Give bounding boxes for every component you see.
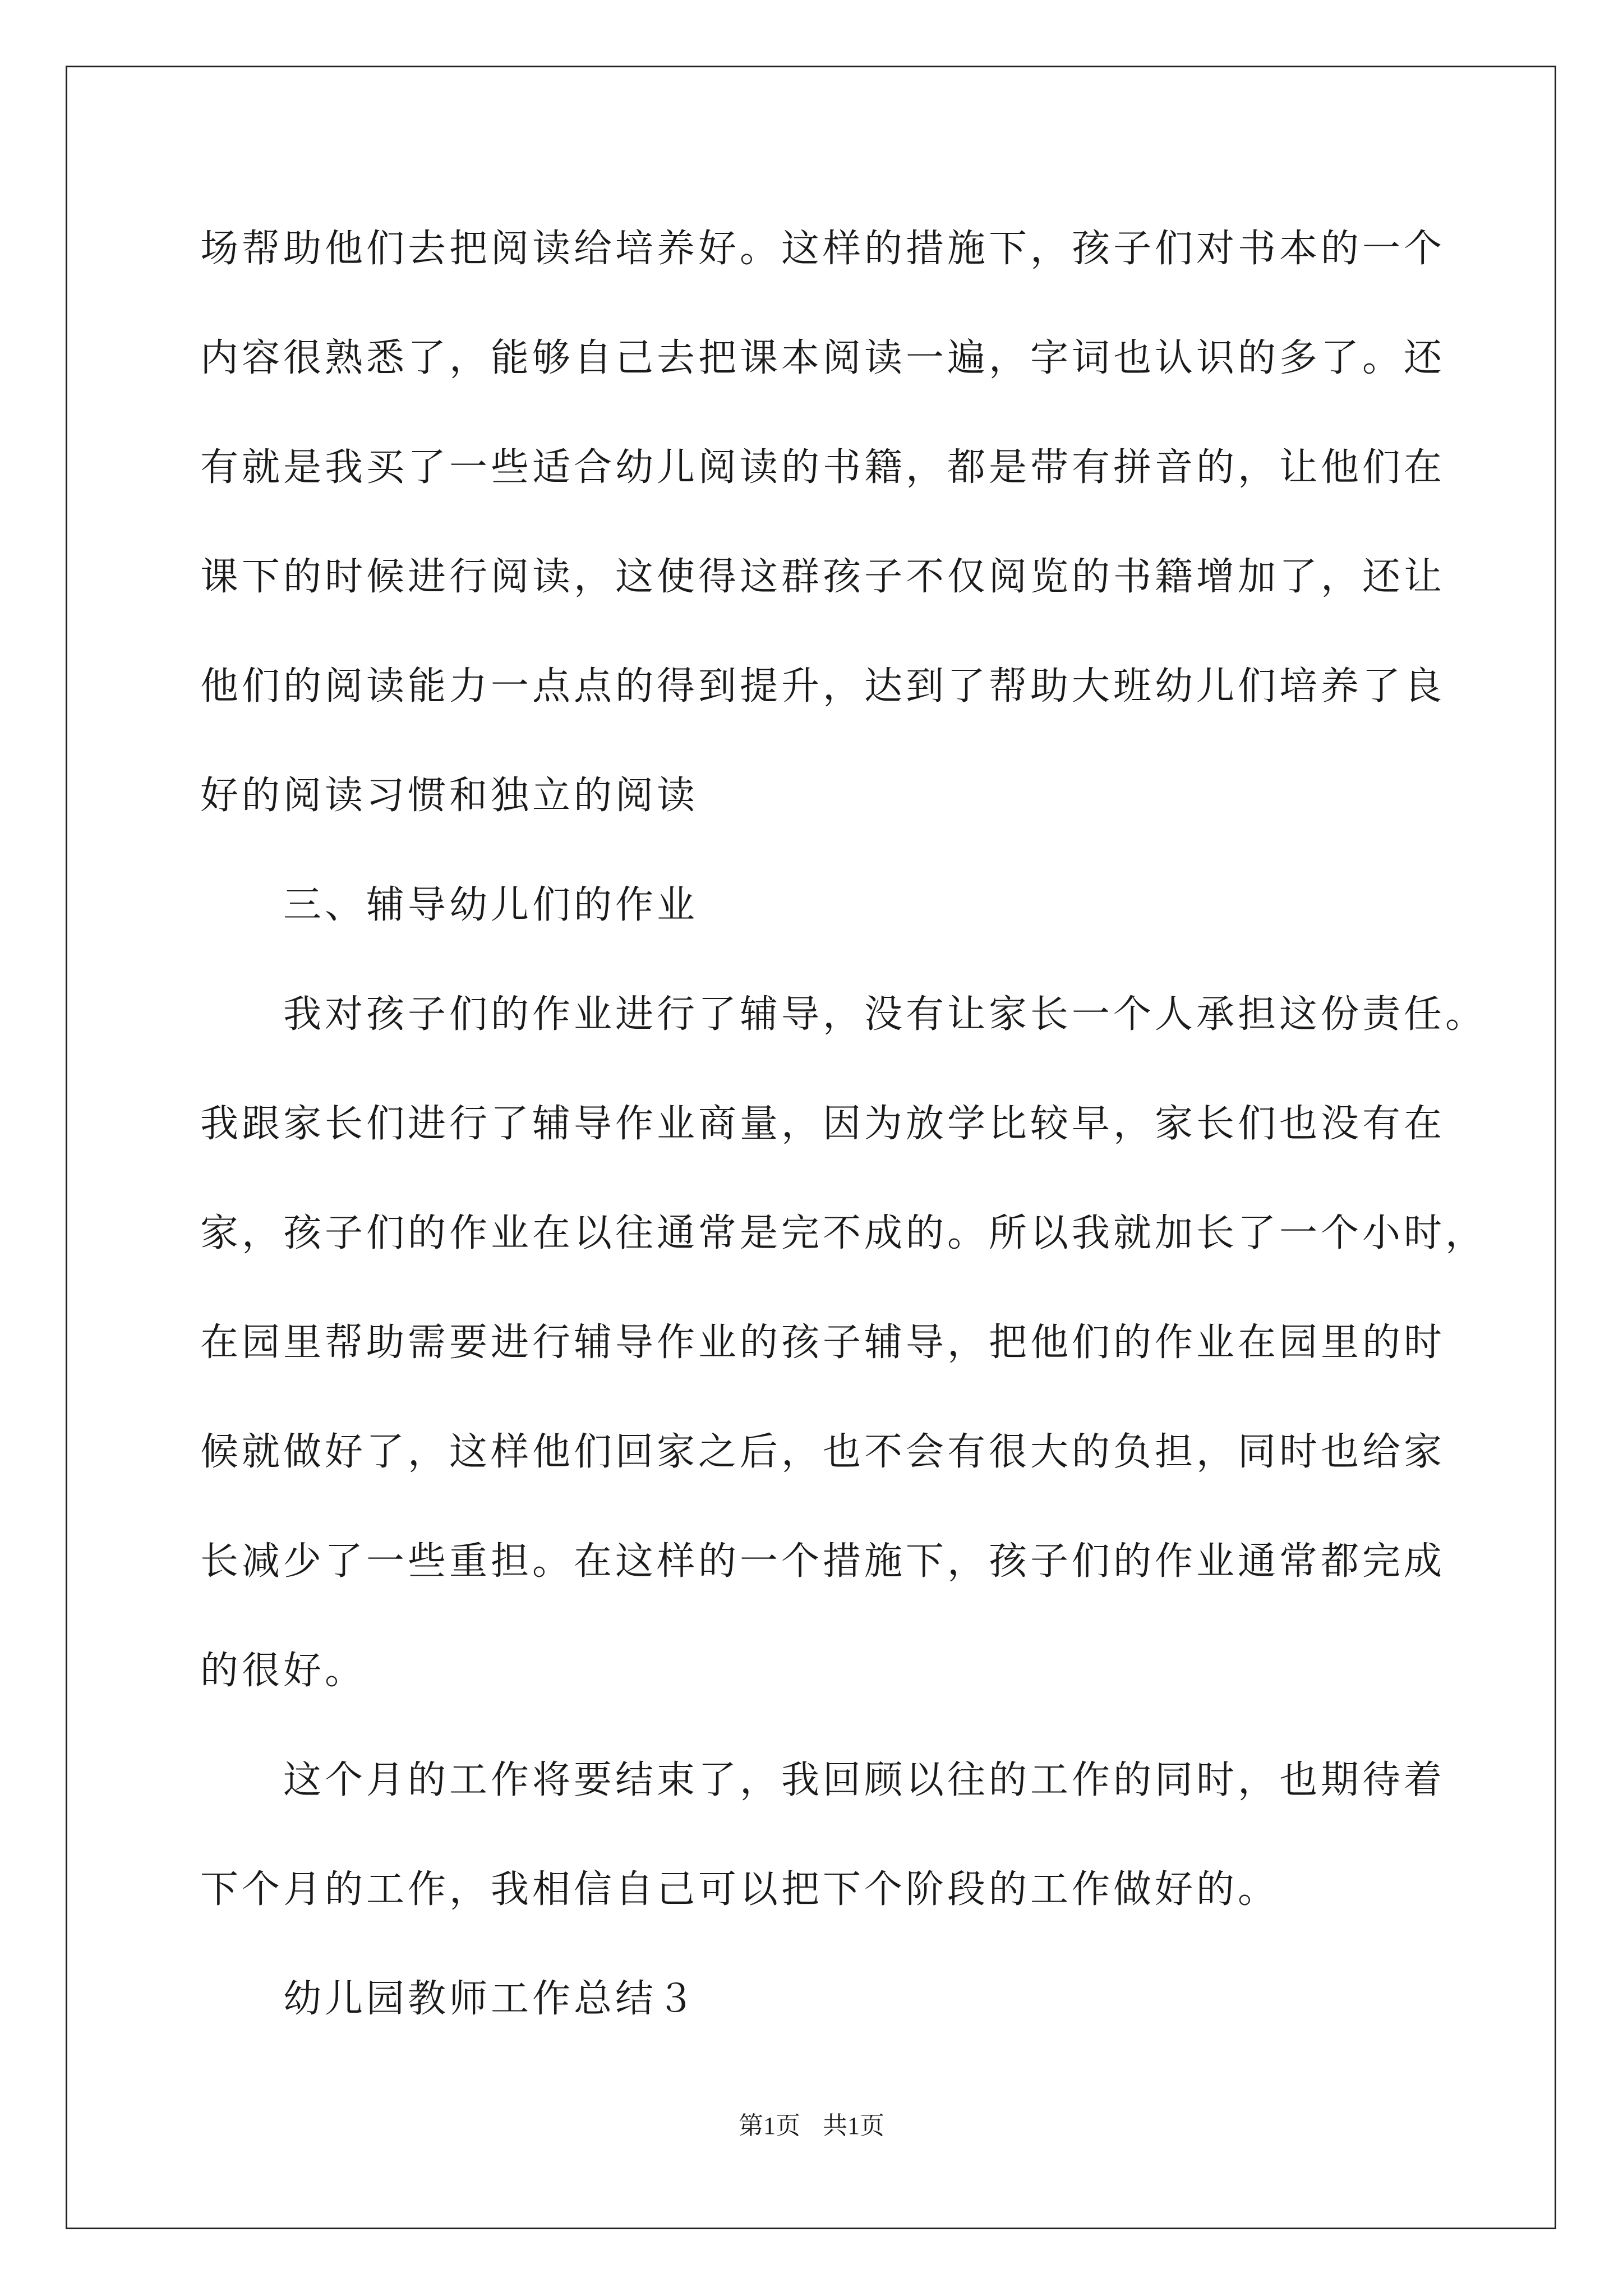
body-line: 的很好。 [200,1649,367,1693]
body-line: 我对孩子们的作业进行了辅导，没有让家长一个人承担这份责任。 [283,992,1487,1037]
body-line: 我跟家长们进行了辅导作业商量，因为放学比较早，家长们也没有在 [200,1102,1446,1146]
page-number: 第1页 [739,2112,800,2139]
body-line: 场帮助他们去把阅读给培养好。这样的措施下，孩子们对书本的一个 [200,227,1446,271]
section-heading: 幼儿园教师工作总结３ [283,1977,699,2021]
body-line: 课下的时候进行阅读，这使得这群孩子不仅阅览的书籍增加了，还让 [200,555,1446,599]
body-line: 有就是我买了一些适合幼儿阅读的书籍，都是带有拼音的，让他们在 [200,445,1446,490]
section-heading: 三、辅导幼儿们的作业 [283,883,699,927]
body-line: 内容很熟悉了，能够自己去把课本阅读一遍，字词也认识的多了。还 [200,336,1446,380]
body-line: 长减少了一些重担。在这样的一个措施下，孩子们的作业通常都完成 [200,1539,1446,1584]
body-line: 在园里帮助需要进行辅导作业的孩子辅导，把他们的作业在园里的时 [200,1320,1446,1365]
body-line: 这个月的工作将要结束了，我回顾以往的工作的同时，也期待着 [283,1758,1446,1802]
body-line: 他们的阅读能力一点点的得到提升，达到了帮助大班幼儿们培养了良 [200,664,1446,708]
body-line: 家，孩子们的作业在以往通常是完不成的。所以我就加长了一个小时， [200,1211,1487,1255]
body-line: 下个月的工作，我相信自己可以把下个阶段的工作做好的。 [200,1867,1280,1912]
page-footer [0,2114,1623,2138]
body-line: 候就做好了，这样他们回家之后，也不会有很大的负担，同时也给家 [200,1430,1446,1474]
body-line: 好的阅读习惯和独立的阅读 [200,774,699,818]
page-total: 共1页 [823,2112,884,2139]
